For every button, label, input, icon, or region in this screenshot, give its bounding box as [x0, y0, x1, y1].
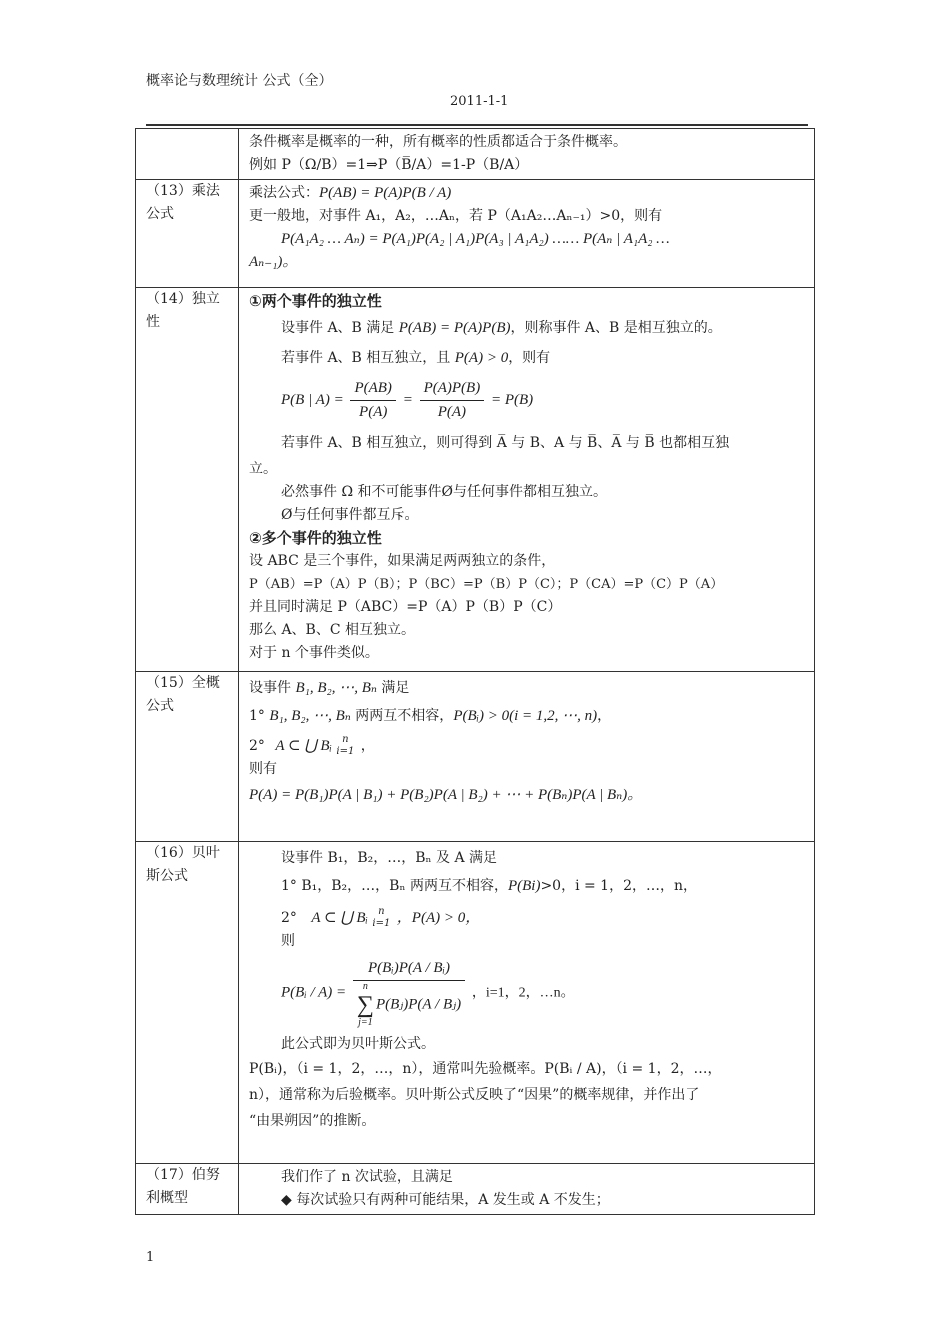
formula: A ⊂ ⋃ Bᵢ — [275, 738, 332, 754]
text-line: 若事件 A、B 相互独立，且 P(A) > 0，则有 — [281, 350, 551, 366]
fraction: $\frac{P(AB)}{P(A)}$ — [350, 377, 395, 424]
fraction: $\frac{P(A)P(B)}{P(A)}$ — [420, 377, 485, 424]
text-line: P（AB）=P（A）P（B）；P（BC）=P（B）P（C）；P（CA）=P（C）P（A） — [249, 577, 724, 592]
row-label: （13）乘法公式 — [136, 180, 239, 288]
text-line: 则 — [281, 933, 295, 949]
formula: P(A₁A₂ … Aₙ) = P(A₁)P(A₂ | A₁)P(A₃ | A₁A₂) …… P(Aₙ | A₁A₂ … — [281, 231, 670, 247]
formula: P(AB) = P(A)P(B / A) — [319, 185, 452, 201]
text-line: P(Bᵢ)，（i = 1，2，…，n），通常叫先验概率。P(Bᵢ / A)，（i = 1，2，…， — [249, 1061, 722, 1077]
text-line: 1° B₁，B₂，…，Bₙ 两两互不相容，P(Bi)>0，i = 1，2，…，n， — [281, 878, 698, 894]
text-line: 对于 n 个事件类似。 — [249, 645, 379, 661]
section-heading: ②多个事件的独立性 — [249, 529, 382, 547]
text-line: 设事件 B₁, B₂, ⋯, Bₙ 满足 — [249, 680, 410, 696]
row-label: （17）伯努利概型 — [136, 1164, 239, 1215]
formula: P(Bᵢ) > 0(i = 1,2, ⋯, n) — [453, 708, 598, 724]
text-line: 2° A ⊂ ⋃ Bᵢ n i=1 ，P(A) > 0， — [281, 906, 481, 929]
text-line: Ø与任何事件都互斥。 — [281, 507, 419, 523]
text-line: 设事件 B₁，B₂，…，Bₙ 及 A 满足 — [281, 850, 498, 866]
row-content — [239, 842, 815, 1164]
formula-table — [135, 128, 815, 1215]
row-content — [239, 672, 815, 842]
text-line: 乘法公式：P(AB) = P(A)P(B / A) — [249, 185, 452, 201]
formula: P(A) > 0 — [454, 350, 509, 366]
text-line: 2° A ⊂ ⋃ Bᵢ n i=1 ， — [249, 734, 375, 757]
table-row — [136, 180, 815, 288]
header-rule — [146, 124, 808, 126]
union-limits: n i=1 — [372, 906, 391, 929]
row-label: （16）贝叶斯公式 — [136, 842, 239, 1164]
formula: P(A) = P(B₁)P(A | B₁) + P(B₂)P(A | B₂) + ⋯ + P(Bₙ)P(A | Bₙ)。 — [249, 787, 643, 803]
row-content — [239, 129, 815, 180]
document-date: 2011-1-1 — [450, 94, 509, 109]
fraction: P(Bᵢ)P(A / Bᵢ) n ∑ j=1 P(Bⱼ)P(A / Bⱼ) — [353, 957, 465, 1029]
text-line: 例如 P（Ω/B）=1⇒P（B̅/A）=1-P（B/A） — [249, 157, 529, 173]
table-row — [136, 288, 815, 672]
text-line: 条件概率是概率的一种，所有概率的性质都适合于条件概率。 — [249, 134, 627, 150]
formula: P(AB) = P(A)P(B) — [398, 320, 511, 336]
formula: P(Bi) — [507, 878, 541, 894]
row-content — [239, 180, 815, 288]
text-line: 我们作了 n 次试验，且满足 — [281, 1169, 453, 1185]
table-row — [136, 1164, 815, 1215]
text-line: 更一般地，对事件 A₁，A₂，…Aₙ，若 P（A₁A₂…Aₙ₋₁）>0，则有 — [249, 208, 663, 224]
text-line: n），通常称为后验概率。贝叶斯公式反映了“因果”的概率规律，并作出了 — [249, 1087, 700, 1103]
row-label: （15）全概公式 — [136, 672, 239, 842]
text-line: 1° B₁, B₂, ⋯, Bₙ 两两互不相容，P(Bᵢ) > 0(i = 1,2, ⋯, n)， — [249, 708, 612, 724]
text-line: 此公式即为贝叶斯公式。 — [281, 1036, 435, 1052]
text-line: ◆ 每次试验只有两种可能结果，A 发生或 A 不发生； — [281, 1192, 610, 1208]
text-line: 设 ABC 是三个事件，如果满足两两独立的条件， — [249, 553, 556, 569]
formula: Aₙ₋₁)。 — [249, 254, 298, 270]
formula: A ⊂ ⋃ Bᵢ — [311, 910, 368, 926]
formula: ，P(A) > 0， — [396, 910, 481, 926]
row-label — [136, 129, 239, 180]
text-line: 必然事件 Ω 和不可能事件Ø与任何事件都相互独立。 — [281, 484, 607, 500]
formula: P(B | A) = $\frac{P(AB)}{P(A)}$ = $\frac{P(A)P(B)}{P(A)}$ = P(B) — [249, 373, 808, 428]
page-number: 1 — [146, 1250, 155, 1265]
table-row — [136, 129, 815, 180]
row-label: （14）独立性 — [136, 288, 239, 672]
row-content — [239, 288, 815, 672]
sum-limits: n ∑ j=1 — [356, 981, 374, 1028]
text-line: 设事件 A、B 满足 P(AB) = P(A)P(B)，则称事件 A、B 是相互独立的。 — [281, 320, 722, 336]
text-line: 若事件 A、B 相互独立，则可得到 A̅ 与 B、A 与 B̅、A̅ 与 B̅ 也都相互独 — [281, 435, 730, 451]
section-heading: ①两个事件的独立性 — [249, 292, 382, 310]
union-limits: n i=1 — [336, 734, 355, 757]
table-row — [136, 842, 815, 1164]
text-line: “由果朔因”的推断。 — [249, 1113, 376, 1129]
text-line: 立。 — [249, 461, 277, 477]
document-title: 概率论与数理统计 公式（全） — [146, 73, 333, 89]
text-line: 则有 — [249, 761, 277, 777]
text-line: 并且同时满足 P（ABC）=P（A）P（B）P（C） — [249, 599, 562, 615]
formula: B₁, B₂, ⋯, Bₙ — [269, 708, 351, 724]
text-line: 那么 A、B、C 相互独立。 — [249, 622, 416, 638]
formula: B₁, B₂, ⋯, Bₙ — [295, 680, 377, 696]
row-content — [239, 1164, 815, 1215]
formula: P(Bᵢ / A) = P(Bᵢ)P(A / Bᵢ) n ∑ j=1 P(Bⱼ)P(A / Bⱼ) ，i=1，2，…n。 — [249, 953, 808, 1033]
table-row — [136, 672, 815, 842]
